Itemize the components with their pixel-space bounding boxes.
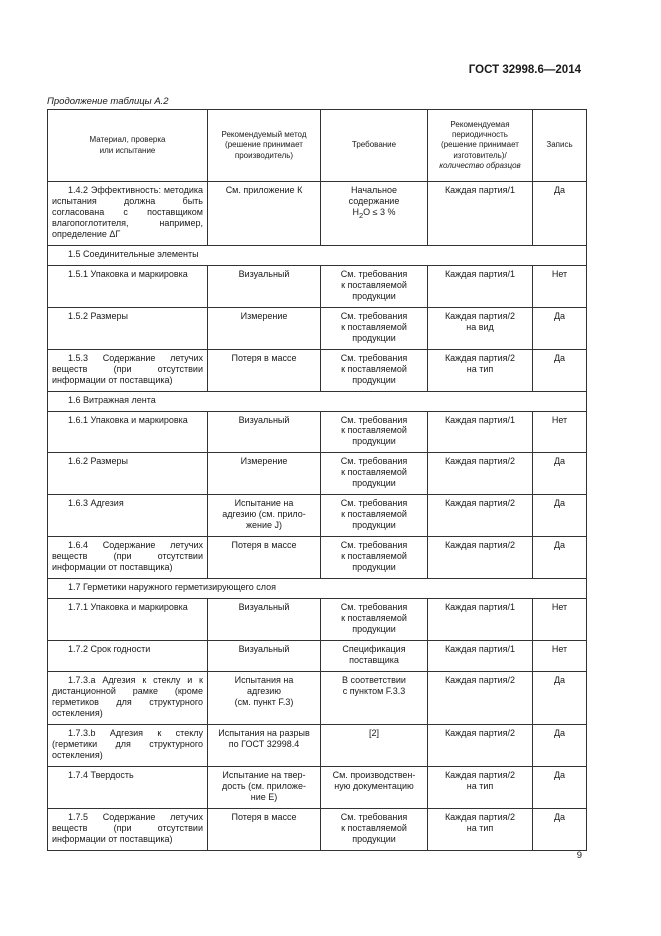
table-row <box>48 411 587 453</box>
section-row <box>48 391 587 411</box>
cell-method: См. приложение К <box>208 182 321 246</box>
cell-record: Да <box>533 349 587 391</box>
cell-record: Да <box>533 453 587 495</box>
cell-periodicity: Каждая партия/2 на тип <box>428 349 533 391</box>
cell-periodicity: Каждая партия/1 <box>428 182 533 246</box>
table-row <box>48 265 587 307</box>
cell-record: Да <box>533 808 587 850</box>
cell-record: Да <box>533 671 587 724</box>
cell-record: Нет <box>533 411 587 453</box>
cell-method: Испытание на твер- дость (см. приложе- ние Е) <box>208 766 321 808</box>
cell-record: Нет <box>533 599 587 641</box>
section-title: 1.5 Соединительные элементы <box>48 245 587 265</box>
cell-material: 1.6.1 Упаковка и маркировка <box>48 411 208 453</box>
cell-method: Испытания на адгезию (см. пункт F.3) <box>208 671 321 724</box>
cell-material: 1.5.3 Содержание летучих веществ (при отсутствии информации от поставщика) <box>48 349 208 391</box>
cell-method: Измерение <box>208 453 321 495</box>
cell-material: 1.7.5 Содержание летучих веществ (при отсутствии информации от поставщика) <box>48 808 208 850</box>
table-caption: Продолжение таблицы А.2 <box>47 96 169 107</box>
cell-requirement: В соответствии с пунктом F.3.3 <box>321 671 428 724</box>
cell-record: Да <box>533 182 587 246</box>
cell-record: Да <box>533 766 587 808</box>
cell-material: 1.7.2 Срок годности <box>48 641 208 672</box>
section-title: 1.6 Витражная лента <box>48 391 587 411</box>
cell-requirement: См. требования к поставляемой продукции <box>321 411 428 453</box>
cell-periodicity: Каждая партия/1 <box>428 265 533 307</box>
cell-periodicity: Каждая партия/2 <box>428 453 533 495</box>
cell-requirement <box>321 182 428 246</box>
cell-material: 1.7.3.b Адгезия к стеклу (герметики для структурного остекления) <box>48 724 208 766</box>
cell-method: Визуальный <box>208 265 321 307</box>
req-line: содержание <box>348 195 400 206</box>
cell-periodicity: Каждая партия/2 <box>428 671 533 724</box>
table-row <box>48 641 587 672</box>
cell-requirement: Спецификация поставщика <box>321 641 428 672</box>
table-header-row <box>48 110 587 182</box>
req-formula-rest: O ≤ 3 % <box>363 206 396 217</box>
cell-record: Нет <box>533 265 587 307</box>
cell-requirement: См. требования к поставляемой продукции <box>321 808 428 850</box>
req-formula-h: H <box>352 206 359 217</box>
req-line: Начальное <box>351 185 397 195</box>
header-periodicity <box>428 110 533 182</box>
cell-record: Да <box>533 537 587 579</box>
cell-method: Испытания на разрыв по ГОСТ 32998.4 <box>208 724 321 766</box>
cell-material: 1.7.1 Упаковка и маркировка <box>48 599 208 641</box>
cell-requirement: [2] <box>321 724 428 766</box>
header-periodicity-italic: количество образцов <box>439 161 521 171</box>
header-periodicity-text: Рекомендуемая периодичность (решение принимает изготовитель)/ <box>441 119 519 160</box>
table-row <box>48 808 587 850</box>
cell-periodicity: Каждая партия/1 <box>428 641 533 672</box>
cell-requirement: См. требования к поставляемой продукции <box>321 495 428 537</box>
cell-method: Измерение <box>208 307 321 349</box>
table-row <box>48 453 587 495</box>
cell-periodicity: Каждая партия/1 <box>428 599 533 641</box>
cell-periodicity: Каждая партия/2 <box>428 495 533 537</box>
header-requirement: Требование <box>321 110 428 182</box>
cell-record: Да <box>533 307 587 349</box>
page-number: 9 <box>576 850 582 861</box>
cell-method: Потеря в массе <box>208 537 321 579</box>
cell-periodicity: Каждая партия/1 <box>428 411 533 453</box>
cell-record: Да <box>533 724 587 766</box>
cell-periodicity: Каждая партия/2 <box>428 537 533 579</box>
document-id: ГОСТ 32998.6—2014 <box>468 64 581 76</box>
table-row <box>48 182 587 246</box>
cell-method: Визуальный <box>208 641 321 672</box>
table-row <box>48 766 587 808</box>
section-row <box>48 579 587 599</box>
cell-record: Нет <box>533 641 587 672</box>
header-method: Рекомендуемый метод (решение принимает производитель) <box>208 110 321 182</box>
cell-periodicity: Каждая партия/2 на тип <box>428 766 533 808</box>
cell-method: Потеря в массе <box>208 349 321 391</box>
requirements-table <box>47 109 587 851</box>
cell-record: Да <box>533 495 587 537</box>
cell-material: 1.6.2 Размеры <box>48 453 208 495</box>
cell-requirement: См. требования к поставляемой продукции <box>321 537 428 579</box>
table-row <box>48 307 587 349</box>
cell-requirement: См. требования к поставляемой продукции <box>321 307 428 349</box>
cell-method: Визуальный <box>208 411 321 453</box>
cell-method: Испытание на адгезию (см. прило- жение J) <box>208 495 321 537</box>
cell-material: 1.6.3 Адгезия <box>48 495 208 537</box>
cell-method: Визуальный <box>208 599 321 641</box>
table-row <box>48 671 587 724</box>
cell-requirement: См. требования к поставляемой продукции <box>321 265 428 307</box>
section-title: 1.7 Герметики наружного герметизирующего слоя <box>48 579 587 599</box>
cell-requirement: См. производствен- ную документацию <box>321 766 428 808</box>
header-record: Запись <box>533 110 587 182</box>
table-row <box>48 537 587 579</box>
cell-requirement: См. требования к поставляемой продукции <box>321 599 428 641</box>
cell-periodicity: Каждая партия/2 на тип <box>428 808 533 850</box>
table-row <box>48 495 587 537</box>
table-row <box>48 724 587 766</box>
section-row <box>48 245 587 265</box>
header-material: Материал, проверка или испытание <box>48 110 208 182</box>
cell-periodicity: Каждая партия/2 на вид <box>428 307 533 349</box>
cell-requirement: См. требования к поставляемой продукции <box>321 453 428 495</box>
req-formula-sub: 2 <box>358 210 364 220</box>
cell-method: Потеря в массе <box>208 808 321 850</box>
cell-material: 1.5.2 Размеры <box>48 307 208 349</box>
cell-material: 1.7.3.а Адгезия к стеклу и к дистанционной рамке (кроме герметиков для структурного остекления) <box>48 671 208 724</box>
cell-material: 1.4.2 Эффективность: методика испытания должна быть согласована с поставщиком влагопоглотителя, например, определение ΔΓ <box>48 182 208 246</box>
table-row <box>48 349 587 391</box>
cell-requirement: См. требования к поставляемой продукции <box>321 349 428 391</box>
cell-periodicity: Каждая партия/2 <box>428 724 533 766</box>
cell-material: 1.6.4 Содержание летучих веществ (при отсутствии информации от поставщика) <box>48 537 208 579</box>
table-row <box>48 599 587 641</box>
cell-material: 1.7.4 Твердость <box>48 766 208 808</box>
cell-material: 1.5.1 Упаковка и маркировка <box>48 265 208 307</box>
